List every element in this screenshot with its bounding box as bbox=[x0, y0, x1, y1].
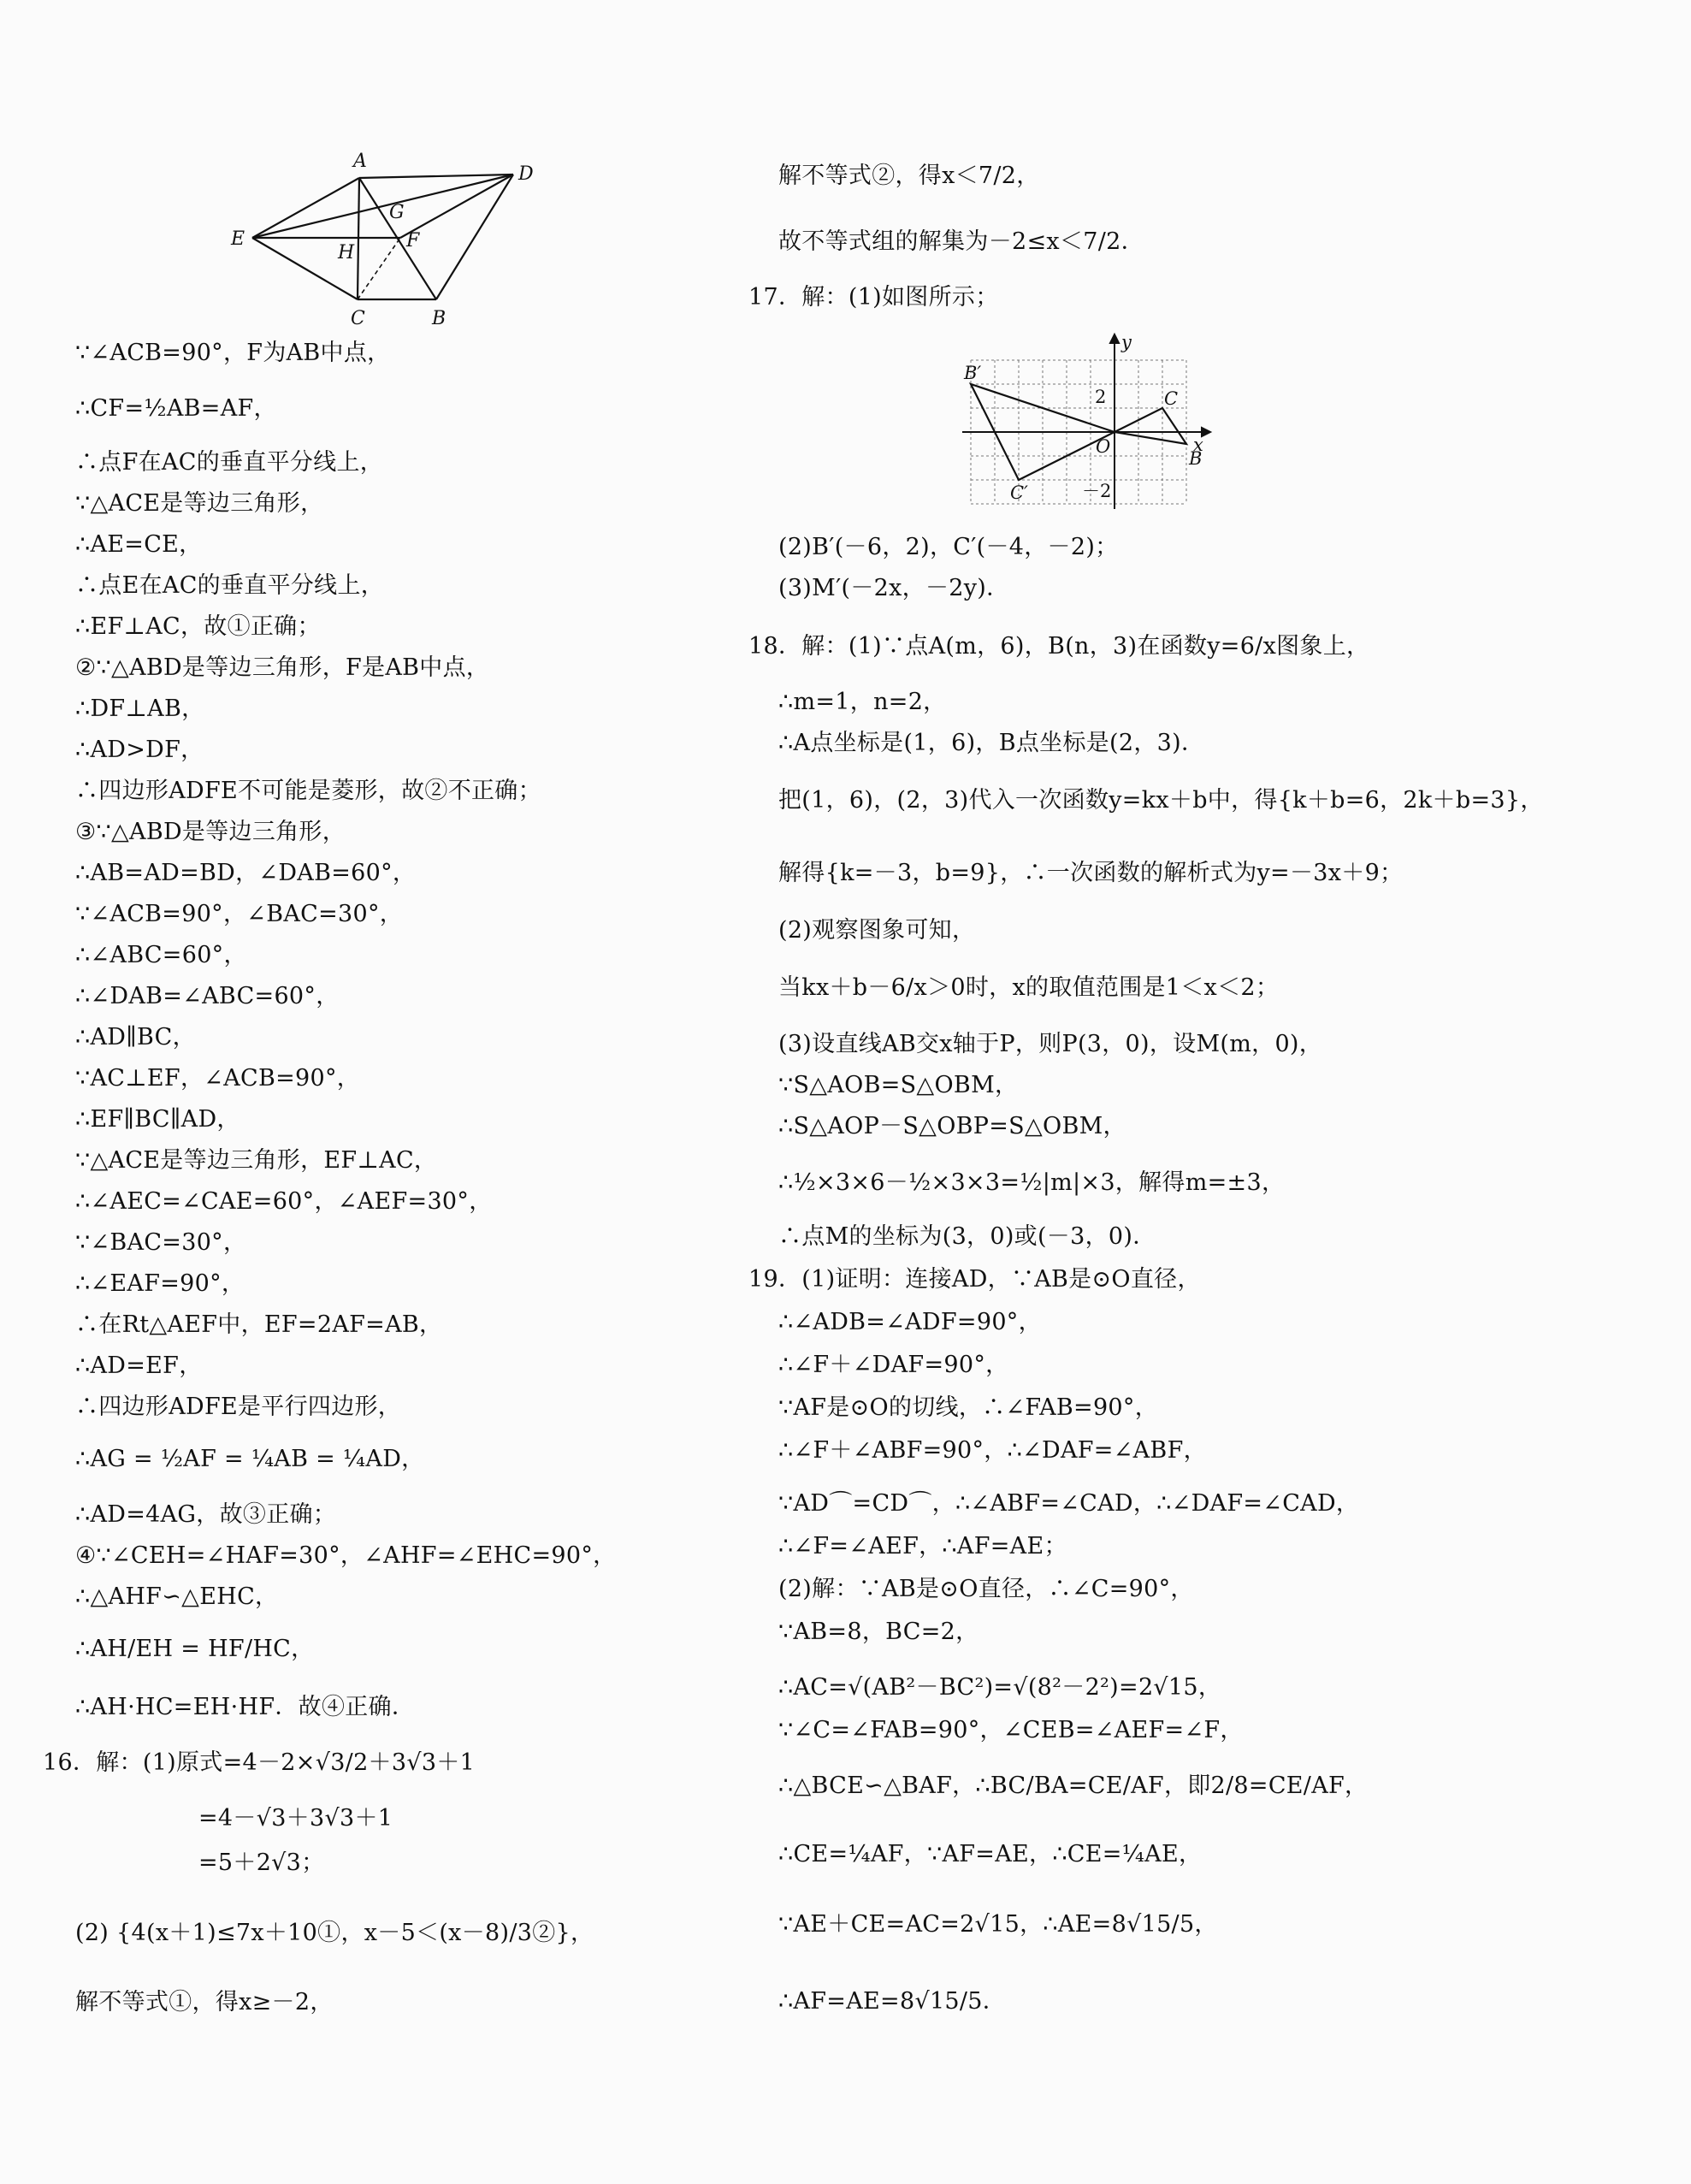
label-G: G bbox=[389, 202, 405, 223]
text-line: ∵AC⊥EF，∠ACB=90°， bbox=[75, 1065, 361, 1092]
text-line: ∴AG = ½AF = ¼AB = ¼AD， bbox=[75, 1446, 425, 1472]
text-line: ∴∠AEC=∠CAE=60°，∠AEF=30°， bbox=[75, 1188, 493, 1215]
text-line: ③∵△ABD是等边三角形， bbox=[75, 819, 346, 845]
text-line: ∴∠F=∠AEF，∴AF=AE； bbox=[778, 1533, 1067, 1560]
text-line: 解得{k=－3，b=9}，∴一次函数的解析式为y=－3x＋9； bbox=[778, 860, 1404, 886]
text-line: 解不等式①，得x≥－2， bbox=[75, 1989, 334, 2015]
geometry-figure bbox=[222, 145, 547, 329]
text-line: ∴∠ABC=60°， bbox=[75, 942, 247, 968]
text-line: ∴AH/EH = HF/HC， bbox=[75, 1636, 315, 1662]
text-line: =4－√3＋3√3＋1 bbox=[198, 1805, 393, 1832]
text-line: 把(1，6)，(2，3)代入一次函数y=kx＋b中，得{k＋b=6，2k＋b=3}， bbox=[778, 787, 1544, 814]
text-line: ∴△AHF∽△EHC， bbox=[75, 1583, 279, 1610]
label-C-prime: C′ bbox=[1010, 482, 1028, 503]
text-line: (2)B′(－6，2)，C′(－4，－2)； bbox=[778, 534, 1119, 560]
text-line: ∴½×3×6－½×3×3=½|m|×3，解得m=±3， bbox=[778, 1169, 1286, 1196]
text-line: 17．解：(1)如图所示； bbox=[748, 284, 999, 311]
text-line: ∴AH·HC=EH·HF．故④正确． bbox=[75, 1694, 416, 1720]
text-line: ∴m=1，n=2， bbox=[778, 689, 947, 715]
text-line: ②∵△ABD是等边三角形，F是AB中点， bbox=[75, 654, 490, 681]
text-line: (2) {4(x＋1)≤7x＋10①，x－5＜(x－8)/3②}， bbox=[75, 1920, 594, 1946]
text-line: ∵△ACE是等边三角形， bbox=[75, 490, 324, 517]
text-line: 18．解：(1)∵点A(m，6)，B(n，3)在函数y=6/x图象上， bbox=[748, 633, 1370, 660]
text-line: ∴AD>DF， bbox=[75, 737, 204, 763]
text-line: ∵AE＋CE=AC=2√15，∴AE=8√15/5， bbox=[778, 1911, 1218, 1938]
text-line: ∴AE=CE， bbox=[75, 531, 203, 558]
text-line: ∴∠DAB=∠ABC=60°， bbox=[75, 983, 340, 1009]
text-line: ∴点M的坐标为(3，0)或(－3，0)． bbox=[778, 1223, 1156, 1250]
label-x: x bbox=[1193, 435, 1203, 455]
text-line: (2)解：∵AB是⊙O直径，∴∠C=90°， bbox=[778, 1576, 1194, 1602]
label-D: D bbox=[518, 163, 534, 185]
text-line: ∴A点坐标是(1，6)，B点坐标是(2，3)． bbox=[778, 730, 1205, 756]
text-line: 当kx＋b－6/x＞0时，x的取值范围是1＜x＜2； bbox=[778, 974, 1280, 1001]
text-line: ∴AC=√(AB²－BC²)=√(8²－2²)=2√15， bbox=[778, 1674, 1222, 1701]
label-A: A bbox=[353, 151, 367, 172]
label-O: O bbox=[1096, 436, 1111, 457]
segment-AC bbox=[358, 178, 359, 299]
text-line: ∴∠ADB=∠ADF=90°， bbox=[778, 1309, 1042, 1335]
text-line: ∴S△AOP－S△OBP=S△OBM， bbox=[778, 1113, 1126, 1139]
text-line: ∴∠F＋∠DAF=90°， bbox=[778, 1352, 1009, 1378]
label-B: B bbox=[1189, 448, 1203, 469]
text-line: ④∵∠CEH=∠HAF=30°，∠AHF=∠EHC=90°， bbox=[75, 1542, 617, 1569]
text-line: ∴AF=AE=8√15/5． bbox=[778, 1988, 1007, 2015]
text-line: ∵△ACE是等边三角形，EF⊥AC， bbox=[75, 1147, 438, 1174]
segment-DF bbox=[400, 175, 513, 238]
text-line: ∴四边形ADFE不可能是菱形，故②不正确； bbox=[75, 778, 541, 804]
text-line: ∴AD∥BC， bbox=[75, 1024, 196, 1051]
label-E: E bbox=[231, 228, 245, 250]
text-line: ∴∠EAF=90°， bbox=[75, 1270, 245, 1297]
text-line: ∴CE=¼AF，∵AF=AE，∴CE=¼AE， bbox=[778, 1841, 1203, 1867]
text-line: 19．(1)证明：连接AD，∵AB是⊙O直径， bbox=[748, 1266, 1201, 1293]
label-y: y bbox=[1121, 332, 1132, 352]
text-line: ∵AD⌒=CD⌒，∴∠ABF=∠CAD，∴∠DAF=∠CAD， bbox=[778, 1490, 1360, 1517]
text-line: ∴EF∥BC∥AD， bbox=[75, 1106, 240, 1133]
segment-DB bbox=[436, 175, 513, 299]
text-line: ∴CF=½AB=AF， bbox=[75, 395, 277, 422]
label-B-prime: B′ bbox=[964, 363, 982, 383]
text-line: ∴△BCE∽△BAF，∴BC/BA=CE/AF，即2/8=CE/AF， bbox=[778, 1773, 1369, 1799]
text-line: ∴AD=EF， bbox=[75, 1352, 203, 1379]
text-line: (3)M′(－2x，－2y)． bbox=[778, 575, 1010, 601]
text-line: ∴AB=AD=BD，∠DAB=60°， bbox=[75, 860, 417, 886]
text-line: ∴四边形ADFE是平行四边形， bbox=[75, 1394, 402, 1420]
segment-ED bbox=[252, 175, 513, 238]
triangle-OBC bbox=[1115, 408, 1186, 444]
text-line: (2)观察图象可知， bbox=[778, 917, 976, 944]
segment-CF-dashed bbox=[358, 238, 400, 299]
text-line: ∴EF⊥AC，故①正确； bbox=[75, 613, 321, 640]
text-line: ∵∠ACB=90°，∠BAC=30°， bbox=[75, 901, 404, 927]
text-line: ∴∠F＋∠ABF=90°，∴∠DAF=∠ABF， bbox=[778, 1437, 1207, 1464]
label-2: 2 bbox=[1095, 387, 1107, 407]
label-C: C bbox=[1164, 388, 1179, 409]
text-line: ∴在Rt△AEF中，EF=2AF=AB， bbox=[75, 1311, 443, 1338]
text-line: 故不等式组的解集为－2≤x＜7/2． bbox=[778, 228, 1144, 255]
segment-AE bbox=[252, 178, 359, 238]
text-line: =5＋2√3； bbox=[198, 1850, 325, 1876]
text-line: ∵AB=8，BC=2， bbox=[778, 1619, 979, 1645]
text-line: ∵S△AOB=S△OBM， bbox=[778, 1072, 1019, 1098]
text-line: ∴DF⊥AB， bbox=[75, 695, 205, 722]
text-line: 解不等式②，得x＜7/2， bbox=[778, 163, 1040, 189]
label-neg-2: －2 bbox=[1082, 481, 1112, 501]
label-B: B bbox=[432, 308, 446, 329]
text-line: ∵∠C=∠FAB=90°，∠CEB=∠AEF=∠F， bbox=[778, 1717, 1244, 1743]
text-line: ∴AD=4AG，故③正确； bbox=[75, 1501, 337, 1528]
text-line: ∵AF是⊙O的切线，∴∠FAB=90°， bbox=[778, 1394, 1158, 1421]
text-line: ∵∠ACB=90°，F为AB中点， bbox=[75, 340, 391, 366]
label-F: F bbox=[406, 230, 420, 252]
text-line: ∴点E在AC的垂直平分线上， bbox=[75, 572, 385, 599]
segment-AD bbox=[359, 175, 513, 178]
text-line: 16．解：(1)原式=4－2×√3/2＋3√3＋1 bbox=[43, 1749, 476, 1776]
text-line: ∴点F在AC的垂直平分线上， bbox=[75, 449, 384, 476]
coordinate-grid-figure bbox=[962, 329, 1219, 513]
label-H: H bbox=[338, 242, 355, 263]
text-line: ∵∠BAC=30°， bbox=[75, 1229, 247, 1256]
text-line: (3)设直线AB交x轴于P，则P(3，0)，设M(m，0)， bbox=[778, 1031, 1323, 1057]
label-C: C bbox=[351, 308, 365, 329]
